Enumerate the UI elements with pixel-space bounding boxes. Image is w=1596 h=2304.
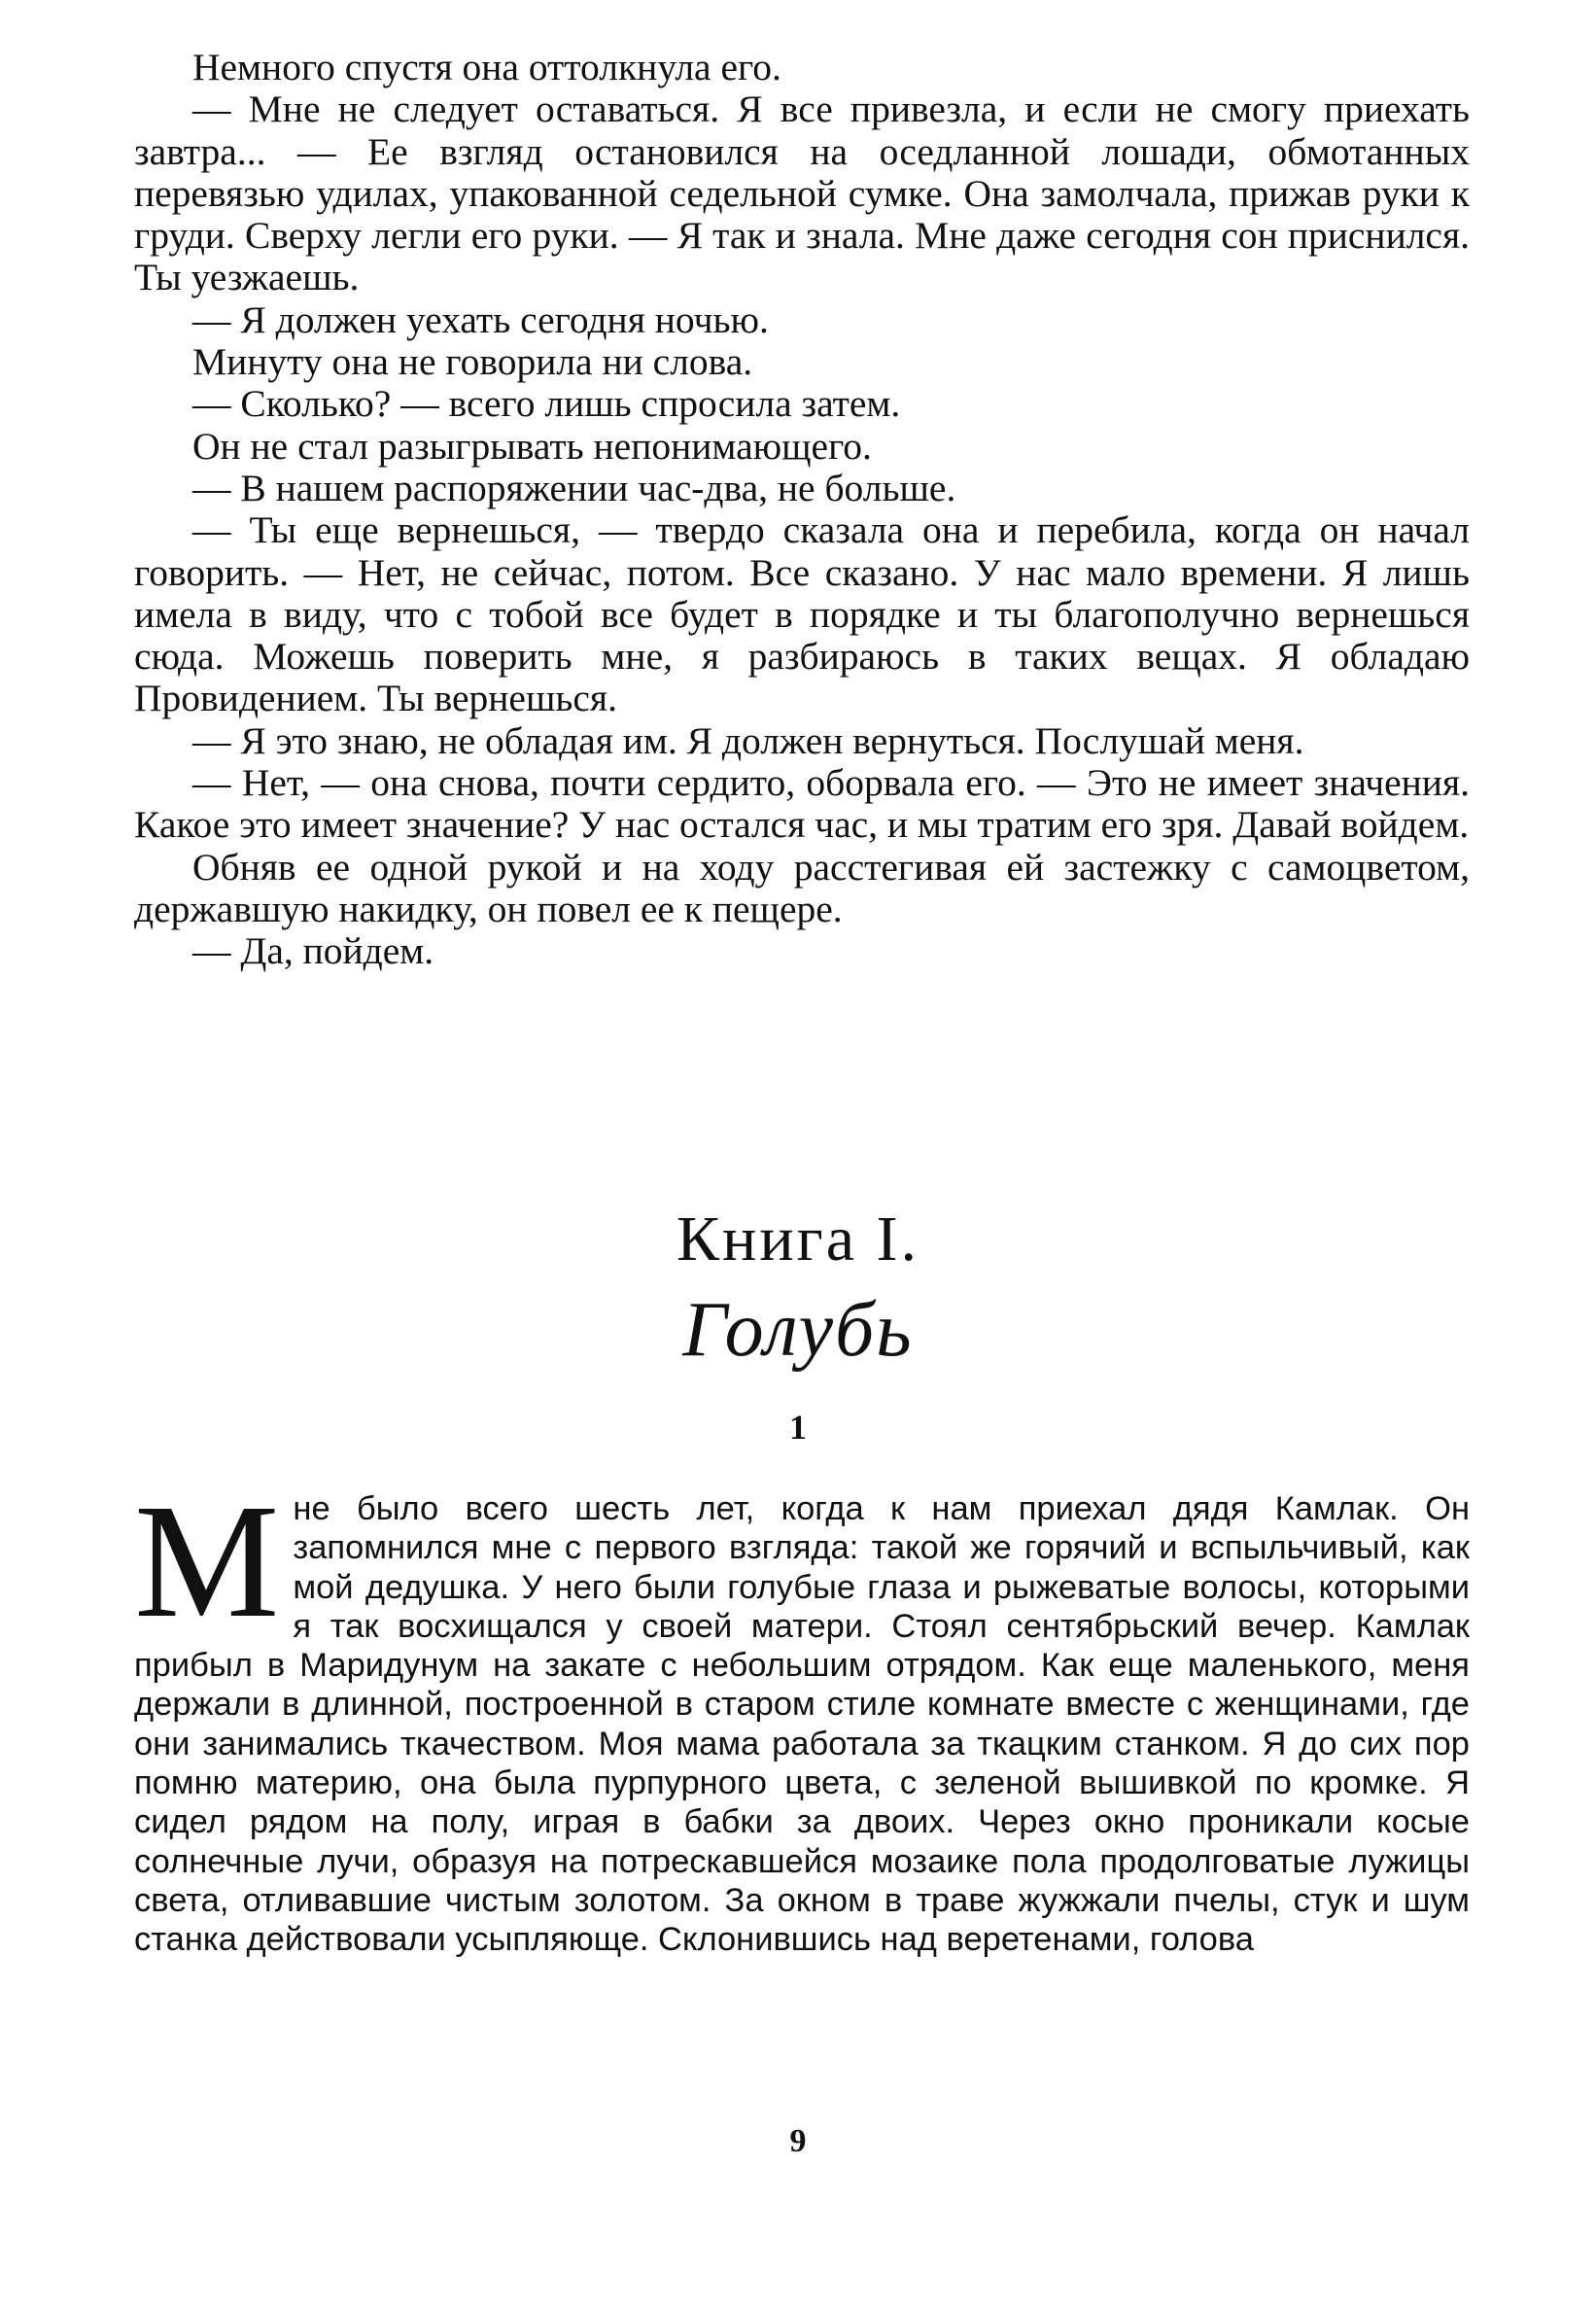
paragraph: Немного спустя она оттолкнула его. (192, 46, 781, 88)
drop-cap: М (134, 1471, 280, 1652)
page-number: 9 (789, 2123, 807, 2159)
book-title: Книга I. (676, 1204, 919, 1274)
paragraph: — Я должен уехать сегодня ночью. (192, 297, 769, 341)
chapter-number: 1 (789, 1408, 807, 1447)
paragraph: — Я это знаю, не обладая им. Я должен вернуться. Послушай меня. (192, 718, 1304, 762)
paragraph: Обняв ее одной рукой и на ходу расстегивая ей застежку с самоцветом, державшую накидку, он повел ее к пещере. (134, 845, 1470, 930)
paragraph: — В нашем распоряжении час-два, не больше. (192, 466, 956, 509)
book-subtitle: Голубь (682, 1287, 914, 1373)
chapter-body: не было всего шесть лет, когда к нам приехал дядя Камлак. Он запомнился мне с первого взгляда: такой же горячий и вспыльчивый, как мой дедушка. У него были голубые глаза и рыжеватые волосы, которыми я так восхищался у своей матери. Стоял сентябрьский вечер. Камлак прибыл в Маридунум на закате с небольшим отрядом. Как еще маленького, меня держали в длинной, построенной в старом стиле комнате вместе с женщинами, где они занимались ткачеством. Моя мама работала за ткацким станком. Я до сих пор помню материю, она была пурпурного цвета, с зеленой вышивкой по кромке. Я сидел рядом на полу, играя в бабки за двоих. Через окно проникали косые солнечные лучи, образуя на потрескавшейся мозаике пола продолговатые лужицы света, отливавшие чистым золотом. За окном в траве жужжали пчелы, стук и шум станка действовали усыпляюще. Склонившись над веретенами, голова (134, 1490, 1470, 1959)
paragraph: Он не стал разыгрывать непонимающего. (192, 424, 872, 468)
paragraph: — Ты еще вернешься, — твердо сказала она и перебила, когда он начал говорить. — Нет, не сейчас, потом. Все сказано. У нас мало времени. Я лишь имела в виду, что с тобой все будет в порядке и ты благополучно вернешься сюда. Можешь поверить мне, я разбираюсь в таких вещах. Я обладаю Провидением. Ты вернешься. (134, 508, 1470, 720)
paragraph: — Мне не следует оставаться. Я все привезла, и если не смогу приехать завтра... — Ее взгляд остановился на оседланной лошади, обмотанных перевязью удилах, упакованной седельной сумке. Она замолчала, прижав руки к груди. Сверху легли его руки. — Я так и знала. Мне даже сегодня сон приснился. Ты уезжаешь. (134, 87, 1470, 299)
paragraph: — Да, пойдем. (192, 929, 434, 973)
paragraph: — Нет, — она снова, почти сердито, оборвала его. — Это не имеет значения. Какое это имеет значение? У нас остался час, и мы тратим его зря. Давай войдем. (134, 761, 1470, 847)
paragraph: Минуту она не говорила ни слова. (192, 340, 753, 384)
paragraph: — Сколько? — всего лишь спросила затем. (192, 382, 901, 426)
chapter-one-text (134, 1471, 1470, 1960)
previous-chapter-text (134, 47, 1470, 973)
